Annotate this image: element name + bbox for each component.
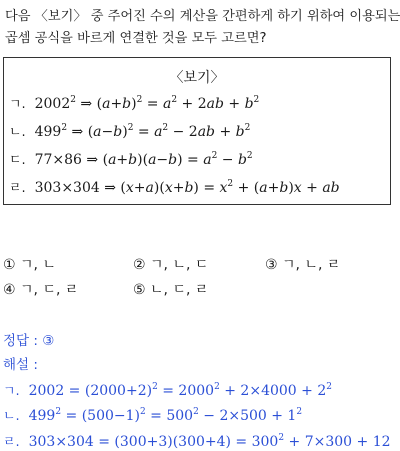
- explanation-line-1: [3, 380, 332, 399]
- explanation-item-label: ㄱ.: [3, 384, 20, 399]
- answer-label: 정답 : ③: [3, 333, 55, 349]
- explanation-item-label: ㄴ.: [3, 409, 20, 424]
- example-item-1: [9, 93, 259, 112]
- option-number: ⑤: [133, 282, 146, 298]
- option-text: ㄴ, ㄷ, ㄹ: [150, 282, 209, 298]
- explanation-item-expr: $2002 = (2000+2)^2 = 2000^2 + 2\times 4000 + 2^2$: [24, 382, 332, 399]
- example-item-expr: 77×86 ⇒ $(a+b)(a-b) = a^2 - b^2$: [30, 151, 253, 168]
- option-5[interactable]: [133, 279, 208, 299]
- example-item-3: [9, 149, 253, 168]
- example-item-2: [9, 121, 250, 140]
- option-text: ㄱ, ㄴ: [20, 257, 56, 273]
- explanation-line-2: [3, 405, 302, 424]
- explanation-label: 해설 :: [3, 357, 38, 373]
- example-item-label: ㄷ.: [9, 153, 26, 168]
- explanation-item-expr: $303\times 304 = (300+3)(300+4) = 300^2 + 7\times 300 + 12$: [24, 433, 391, 450]
- example-item-label: ㄱ.: [9, 97, 26, 112]
- explanation-item-expr: $499^2 = (500-1)^2 = 500^2 - 2\times 500 + 1^2$: [24, 407, 303, 424]
- example-item-label: ㄹ.: [9, 181, 26, 196]
- question-line-2: 곱셈 공식을 바르게 연결한 것을 모두 고르면?: [5, 31, 267, 46]
- option-4[interactable]: [3, 279, 78, 299]
- example-item-label: ㄴ.: [9, 125, 26, 140]
- explanation-item-label: ㄹ.: [3, 435, 20, 450]
- option-text: ㄱ, ㄴ, ㄹ: [282, 257, 341, 273]
- option-1[interactable]: [3, 254, 56, 274]
- option-number: ④: [3, 282, 16, 298]
- option-number: ①: [3, 257, 16, 273]
- option-text: ㄱ, ㄴ, ㄷ: [150, 257, 209, 273]
- option-3[interactable]: [265, 254, 340, 274]
- question-text: [5, 6, 400, 50]
- option-2[interactable]: [133, 254, 208, 274]
- example-item-expr: 303×304 ⇒ $(x+a)(x+b) = x^2 + (a+b)x$ + ab: [30, 179, 340, 196]
- question-line-1: 다음 〈보기〉 중 주어진 수의 계산을 간편하게 하기 위하여 이용되는: [5, 9, 400, 24]
- example-box: [3, 57, 391, 205]
- option-number: ③: [265, 257, 278, 273]
- example-item-expr: $499^2$ ⇒ $(a-b)^2 = a^2 - 2ab + b^2$: [30, 123, 251, 140]
- explanation-line-3: [3, 431, 391, 450]
- example-item-4: [9, 177, 340, 196]
- example-item-expr: 2002$^2$ ⇒ $(a+b)^2 = a^2 + 2ab + b^2$: [30, 95, 260, 112]
- example-box-title: 〈보기〉: [169, 70, 225, 86]
- option-text: ㄱ, ㄷ, ㄹ: [20, 282, 79, 298]
- option-number: ②: [133, 257, 146, 273]
